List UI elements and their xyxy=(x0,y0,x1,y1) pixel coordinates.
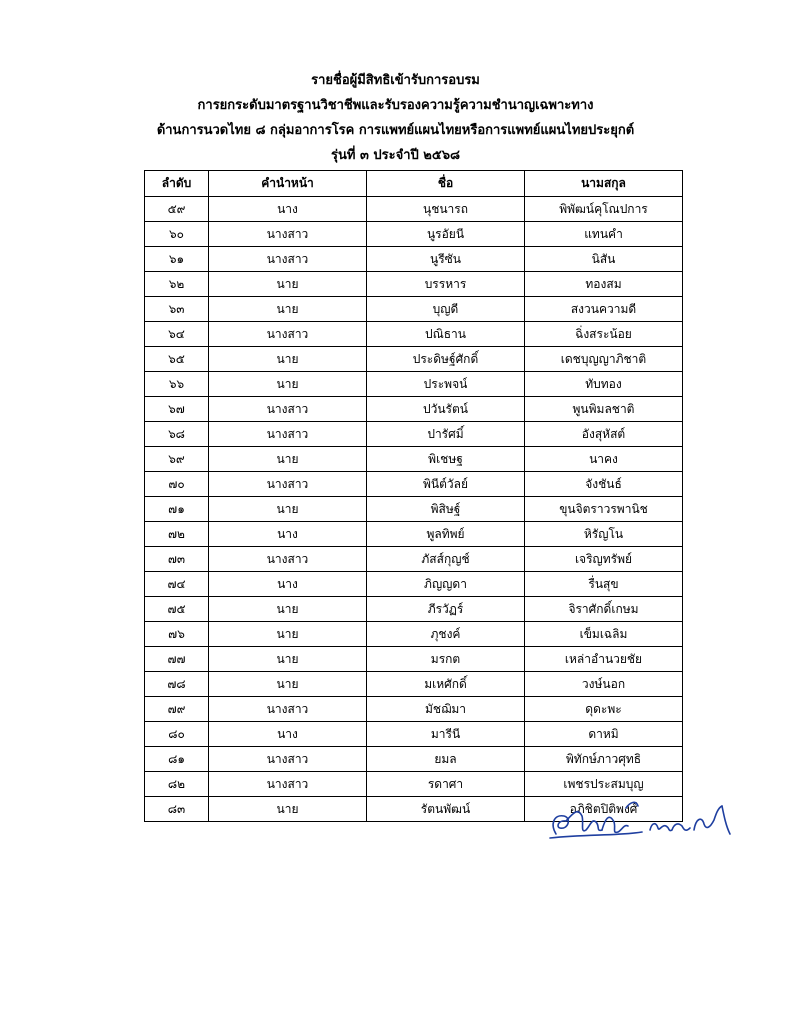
table-row xyxy=(145,322,683,347)
cell-title: นาย xyxy=(209,347,367,372)
document-subtitle: การยกระดับมาตรฐานวิชาชีพและรับรองความรู้ความชำนาญเฉพาะทาง xyxy=(197,98,594,113)
cell-first-name: พูลทิพย์ xyxy=(367,522,525,547)
cell-number: ๖๒ xyxy=(145,272,209,297)
cell-title: นาย xyxy=(209,597,367,622)
cell-title: นางสาว xyxy=(209,547,367,572)
cell-first-name: ประพจน์ xyxy=(367,372,525,397)
column-header-number: ลำดับ xyxy=(145,171,209,197)
cell-last-name: เพชรประสมบุญ xyxy=(525,772,683,797)
table-row xyxy=(145,772,683,797)
cell-last-name: ขุนจิตราวรพานิช xyxy=(525,497,683,522)
cell-last-name: จิราศักดิ์เกษม xyxy=(525,597,683,622)
table-row xyxy=(145,522,683,547)
cell-first-name: ภัสส์กุญช์ xyxy=(367,547,525,572)
cell-first-name: นุชนารถ xyxy=(367,197,525,222)
cell-number: ๘๓ xyxy=(145,797,209,822)
cell-number: ๖๓ xyxy=(145,297,209,322)
cell-first-name: ภุชงค์ xyxy=(367,622,525,647)
cell-title: นาย xyxy=(209,372,367,397)
cell-number: ๗๑ xyxy=(145,497,209,522)
cell-last-name: พิพัฒน์คุโณปการ xyxy=(525,197,683,222)
cell-last-name: รื่นสุข xyxy=(525,572,683,597)
cell-last-name: เหล่าอำนวยชัย xyxy=(525,647,683,672)
cell-first-name: มารีนี xyxy=(367,722,525,747)
cell-last-name: เจริญทรัพย์ xyxy=(525,547,683,572)
table-row xyxy=(145,372,683,397)
cell-title: นาย xyxy=(209,672,367,697)
table-row xyxy=(145,747,683,772)
document-batch-year: รุ่นที่ ๓ ประจำปี ๒๕๖๘ xyxy=(331,148,460,163)
cell-title: นาง xyxy=(209,522,367,547)
cell-last-name: ดาหมิ xyxy=(525,722,683,747)
cell-title: นาง xyxy=(209,197,367,222)
table-row xyxy=(145,597,683,622)
column-header-title: คำนำหน้า xyxy=(209,171,367,197)
cell-number: ๖๑ xyxy=(145,247,209,272)
signature-image xyxy=(546,794,736,848)
cell-number: ๗๓ xyxy=(145,547,209,572)
roster-table xyxy=(144,170,683,822)
cell-number: ๖๐ xyxy=(145,222,209,247)
table-row xyxy=(145,272,683,297)
cell-title: นาย xyxy=(209,272,367,297)
column-header-first-name: ชื่อ xyxy=(367,171,525,197)
table-row xyxy=(145,547,683,572)
column-header-last-name: นามสกุล xyxy=(525,171,683,197)
table-row xyxy=(145,722,683,747)
cell-last-name: ทับทอง xyxy=(525,372,683,397)
cell-title: นาย xyxy=(209,497,367,522)
cell-last-name: เข็มเฉลิม xyxy=(525,622,683,647)
cell-number: ๗๖ xyxy=(145,622,209,647)
table-row xyxy=(145,572,683,597)
cell-title: นางสาว xyxy=(209,322,367,347)
cell-number: ๖๖ xyxy=(145,372,209,397)
cell-number: ๖๙ xyxy=(145,447,209,472)
cell-first-name: รัตนพัฒน์ xyxy=(367,797,525,822)
cell-first-name: ภิญญดา xyxy=(367,572,525,597)
cell-first-name: ภีรวัฏร์ xyxy=(367,597,525,622)
table-row xyxy=(145,672,683,697)
cell-last-name: เดชบุญญาภิชาติ xyxy=(525,347,683,372)
table-row xyxy=(145,497,683,522)
cell-number: ๗๗ xyxy=(145,647,209,672)
cell-number: ๕๙ xyxy=(145,197,209,222)
cell-last-name: วงษ์นอก xyxy=(525,672,683,697)
cell-title: นางสาว xyxy=(209,422,367,447)
table-row xyxy=(145,697,683,722)
cell-last-name: นิสัน xyxy=(525,247,683,272)
cell-first-name: ปารัศมิ์ xyxy=(367,422,525,447)
cell-last-name: นาคง xyxy=(525,447,683,472)
cell-number: ๘๐ xyxy=(145,722,209,747)
document-subtitle-detail: ด้านการนวดไทย ๘ กลุ่มอาการโรค การแพทย์แผนไทยหรือการแพทย์แผนไทยประยุกต์ xyxy=(156,123,635,138)
table-header-row xyxy=(145,171,683,197)
cell-title: นางสาว xyxy=(209,772,367,797)
cell-number: ๗๘ xyxy=(145,672,209,697)
table-row xyxy=(145,472,683,497)
cell-last-name: สงวนความดี xyxy=(525,297,683,322)
cell-last-name: ทองสม xyxy=(525,272,683,297)
cell-title: นาย xyxy=(209,797,367,822)
table-row xyxy=(145,397,683,422)
table-row xyxy=(145,622,683,647)
cell-first-name: พิสิษฐ์ xyxy=(367,497,525,522)
cell-first-name: ปณิธาน xyxy=(367,322,525,347)
cell-title: นาย xyxy=(209,622,367,647)
table-row xyxy=(145,347,683,372)
cell-last-name: พูนพิมลชาติ xyxy=(525,397,683,422)
cell-first-name: ประดิษฐ์ศักดิ์ xyxy=(367,347,525,372)
cell-first-name: มรกต xyxy=(367,647,525,672)
cell-title: นางสาว xyxy=(209,747,367,772)
cell-first-name: บุญดี xyxy=(367,297,525,322)
cell-title: นางสาว xyxy=(209,472,367,497)
cell-number: ๗๕ xyxy=(145,597,209,622)
cell-number: ๖๗ xyxy=(145,397,209,422)
table-row xyxy=(145,197,683,222)
cell-first-name: ยมล xyxy=(367,747,525,772)
cell-first-name: มเหศักดิ์ xyxy=(367,672,525,697)
cell-number: ๖๘ xyxy=(145,422,209,447)
cell-title: นาย xyxy=(209,647,367,672)
cell-last-name: ฉิ่งสระน้อย xyxy=(525,322,683,347)
cell-first-name: พิเชษฐ xyxy=(367,447,525,472)
cell-first-name: รดาศา xyxy=(367,772,525,797)
cell-first-name: มัชฌิมา xyxy=(367,697,525,722)
cell-first-name: นูรีซัน xyxy=(367,247,525,272)
cell-number: ๘๑ xyxy=(145,747,209,772)
table-row xyxy=(145,247,683,272)
table-row xyxy=(145,222,683,247)
cell-last-name: พิทักษ์ภาวศุทธิ xyxy=(525,747,683,772)
cell-last-name: อภิชิตปิติพงศ์ xyxy=(525,797,683,822)
cell-first-name: บรรหาร xyxy=(367,272,525,297)
table-row xyxy=(145,422,683,447)
cell-title: นาย xyxy=(209,297,367,322)
cell-title: นางสาว xyxy=(209,222,367,247)
cell-number: ๘๒ xyxy=(145,772,209,797)
cell-number: ๗๙ xyxy=(145,697,209,722)
cell-last-name: ดุดะพะ xyxy=(525,697,683,722)
cell-title: นางสาว xyxy=(209,397,367,422)
cell-first-name: นูรอัยนี xyxy=(367,222,525,247)
cell-first-name: ปวันรัตน์ xyxy=(367,397,525,422)
cell-number: ๗๐ xyxy=(145,472,209,497)
cell-number: ๖๔ xyxy=(145,322,209,347)
cell-first-name: พินีต์วัลย์ xyxy=(367,472,525,497)
table-row xyxy=(145,447,683,472)
cell-title: นางสาว xyxy=(209,247,367,272)
cell-number: ๗๔ xyxy=(145,572,209,597)
cell-last-name: หิรัญโน xyxy=(525,522,683,547)
cell-last-name: อังสุหัสต์ xyxy=(525,422,683,447)
document-title: รายชื่อผู้มีสิทธิเข้ารับการอบรม xyxy=(311,73,480,88)
cell-title: นางสาว xyxy=(209,697,367,722)
table-row xyxy=(145,647,683,672)
table-row xyxy=(145,297,683,322)
cell-number: ๗๒ xyxy=(145,522,209,547)
cell-last-name: จังชันธ์ xyxy=(525,472,683,497)
cell-title: นาง xyxy=(209,722,367,747)
cell-title: นาง xyxy=(209,572,367,597)
cell-title: นาย xyxy=(209,447,367,472)
roster-table-body xyxy=(145,197,683,822)
cell-last-name: แทนคำ xyxy=(525,222,683,247)
cell-number: ๖๕ xyxy=(145,347,209,372)
